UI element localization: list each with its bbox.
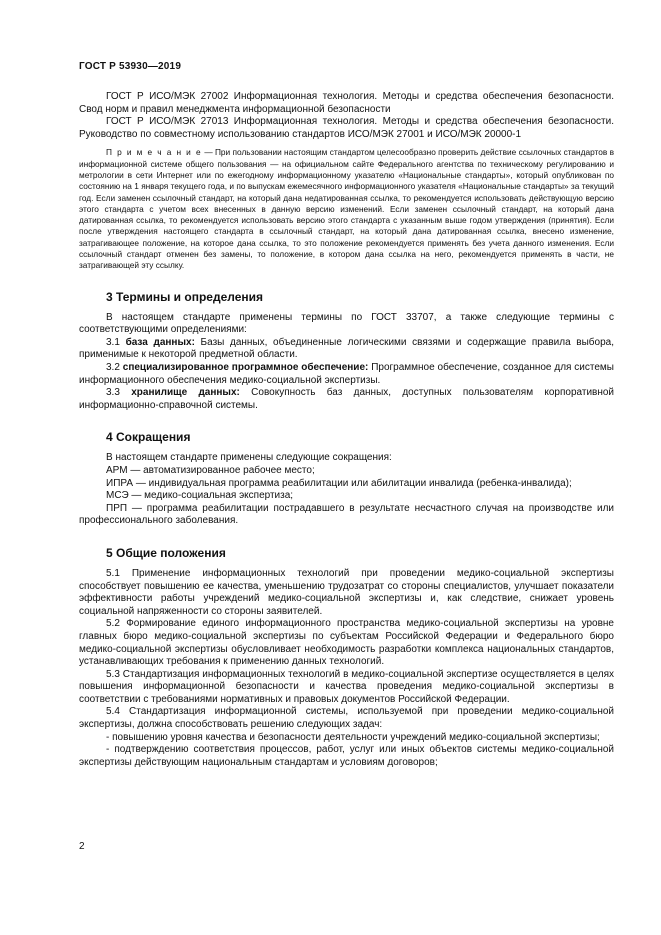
term-name: база данных: — [125, 336, 195, 348]
term-definition — [79, 387, 614, 412]
term-def: Программное обеспечение, созданное для системы информационного обеспечения медико-социальной экспертизы. — [79, 362, 614, 386]
term-number: 3.3 — [106, 387, 132, 399]
term-name: специализированное программное обеспечение: — [122, 362, 369, 374]
reference-item: ГОСТ Р ИСО/МЭК 27002 Информационная технология. Методы и средства обеспечения безопасности. Свод норм и правил менеджмента информационной безопасности — [79, 91, 614, 115]
term-definition — [79, 362, 614, 387]
section-3-title: 3 Термины и определения — [106, 289, 264, 304]
note-text: — При пользовании настоящим стандартом целесообразно проверить действие ссылочных стандартов в информационной системе общего пользования — на официальном сайте Федерального агентства по техническому регулированию и метрологии в сети Интернет или по ежегодному информационному указателю «Национальные стандарты», который опубликован по состоянию на 1 января текущего года, и по выпускам ежемесячного информационного указателя «Национальные стандарты» за текущий год. Если заменен ссылочный стандарт, на который дана недатированная ссылка, то рекомендуется использовать действующую версию этого стандарта с учетом всех внесенных в данную версию изменений. Если заменен ссылочный стандарт, на который дана датированная ссылка, то рекомендуется использовать версию этого стандарта с указанным выше годом утверждения (принятия). Если после утверждения настоящего стандарта в ссылочный стандарт, на который дана датированная ссылка, внесено изменение, затрагивающее положение, на которое дана ссылка, то это положение рекомендуется применять без учета данного изменения. Если ссылочный стандарт отменен без замены, то положение, в котором дана ссылка на него, рекомендуется применять в части, не затрагивающей эту ссылку. — [79, 147, 614, 271]
abbr-item: ПРП — программа реабилитации пострадавшего в результате несчастного случая на производстве или профессионального заболевания. — [79, 502, 614, 527]
abbr-item: В настоящем стандарте применены следующие сокращения: — [106, 452, 392, 464]
section-4-title: 4 Сокращения — [106, 430, 191, 445]
page-number: 2 — [79, 841, 85, 852]
section-5-paragraph: - повышению уровня качества и безопасности деятельности учреждений медико-социальной экспертизы; — [106, 731, 600, 743]
section-5-paragraph: - подтверждению соответствия процессов, работ, услуг или иных объектов системы медико-социальной экспертизы действующим национальным стандартам и условиям договоров; — [79, 744, 614, 768]
term-def: Совокупность баз данных, доступных пользователям корпоративной информационно-справочной системы. — [79, 387, 615, 411]
term-def: Базы данных, объединенные логическими связями и содержащие правила выбора, применимые к некоторой предметной области. — [79, 336, 614, 361]
section-5-paragraph: 5.1 Применение информационных технологий при проведении медико-социальной экспертизы способствует повышению ее качества, уменьшению трудозатрат со стороны специалистов, улучшает показатели эффективности работы учреждений медико-социальной экспертизы и, как следствие, снижает уровень социальной напряженности со стороны заявителей. — [79, 567, 614, 617]
note — [79, 147, 614, 271]
term-definition — [79, 337, 614, 362]
abbr-item: ИПРА — индивидуальная программа реабилитации или абилитации инвалида (ребенка-инвалида); — [106, 477, 572, 489]
term-number: 3.2 — [106, 362, 123, 374]
section-5-title: 5 Общие положения — [106, 545, 226, 560]
abbr-item: МСЭ — медико-социальная экспертиза; — [106, 490, 294, 502]
section-3-intro: В настоящем стандарте применены термины по ГОСТ 33707, а также следующие термины с соответствующими определениями: — [79, 311, 614, 336]
section-5-paragraph: 5.3 Стандартизация информационных технологий в медико-социальной экспертизе осуществляется в целях повышения информационной безопасности и качества проведения медико-социальной экспертизы в соответствии с требованиями нормативных и правовых документов Российской Федерации. — [79, 668, 614, 705]
page-content — [79, 91, 614, 769]
term-number: 3.1 — [106, 336, 126, 348]
note-label: П р и м е ч а н и е — [106, 147, 202, 158]
abbr-item: АРМ — автоматизированное рабочее место; — [106, 464, 315, 476]
reference-item: ГОСТ Р ИСО/МЭК 27013 Информационная технология. Методы и средства обеспечения безопасности. Руководство по совместному использованию стандартов ИСО/МЭК 27001 и ИСО/МЭК 20000-1 — [79, 116, 614, 140]
term-name: хранилище данных: — [131, 387, 240, 399]
section-5-paragraph: 5.4 Стандартизация информационной системы, используемой при проведении медико-социальной экспертизы, должна способствовать решению следующих задач: — [79, 706, 614, 731]
section-5-paragraph: 5.2 Формирование единого информационного пространства медико-социальной экспертизы на уровне главных бюро медико-социальной экспертизы по субъектам Российской Федерации и Федерального бюро медико-социальной экспертизы обусловливает необходимость разработки комплекса национальных стандартов, устанавливающих требования к применению данных технологий. — [79, 618, 614, 668]
page-header: ГОСТ Р 53930—2019 — [79, 61, 182, 72]
